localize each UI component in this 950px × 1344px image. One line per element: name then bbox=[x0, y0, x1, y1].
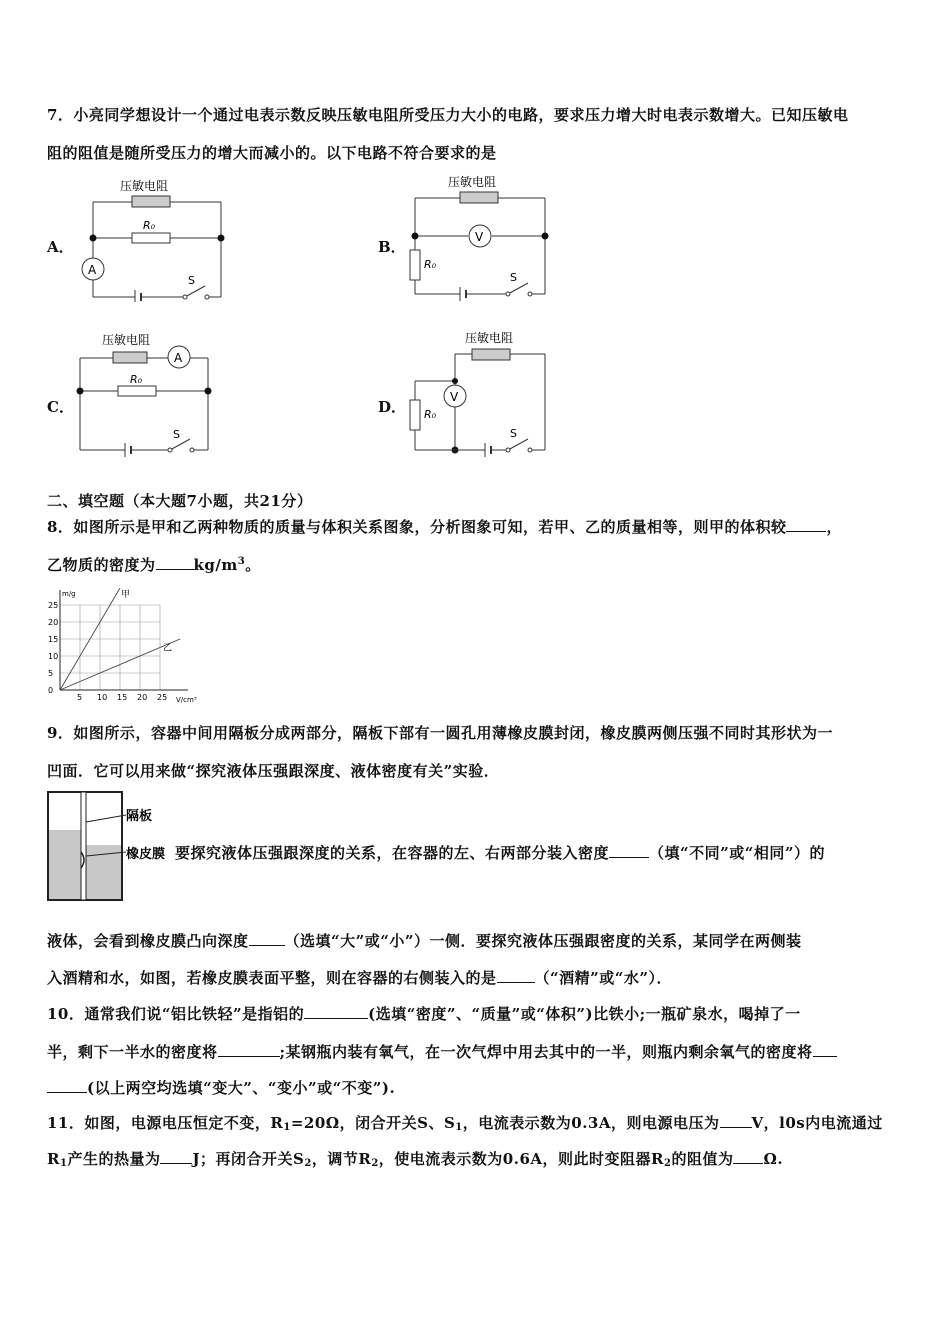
q7-line-1: 7．小亮同学想设计一个通过电表示数反映压敏电阻所受压力大小的电路，要求压力增大时电表示数增大。已知压敏电 bbox=[47, 106, 849, 124]
svg-text:R₀: R₀ bbox=[143, 219, 156, 232]
option-c-label: C． bbox=[47, 398, 74, 416]
q8-line-1: 8．如图所示是甲和乙两种物质的质量与体积关系图象，分析图象可知，若甲、乙的质量相等，则甲的体积较 ， bbox=[47, 518, 842, 536]
y-tick-label: 10 bbox=[48, 652, 59, 661]
q10-line-1: 10．通常我们说“铝比铁轻”是指铝的 (选填“密度”、“质量”或“体积”)比铁小;一瓶矿泉水，喝掉了一 bbox=[47, 1005, 801, 1023]
left-liquid bbox=[49, 830, 81, 899]
option-a-label: A． bbox=[47, 238, 74, 256]
series-label-1: 甲 bbox=[121, 590, 131, 600]
q9-line-4: 液体，会看到橡皮膜凸向深度 （选填“大”或“小”）一侧．要探究液体压强跟密度的关系，某同学在两侧装 bbox=[47, 932, 802, 950]
q11-line-2: $R_1$产生的热量为 J；再闭合开关$S_2$，调节$R_2$，使电流表示数为0.6A，则此时变阻器$R_2$的阻值为 Ω. bbox=[47, 1150, 784, 1169]
svg-text:橡皮膜: 橡皮膜 bbox=[126, 847, 166, 862]
mass-volume-chart bbox=[40, 588, 200, 712]
y-tick-label: 0 bbox=[48, 686, 54, 695]
q9-line-2: 凹面．它可以用来做“探究液体压强跟深度、液体密度有关”实验． bbox=[47, 762, 500, 780]
partition bbox=[81, 792, 86, 900]
circuit-d bbox=[400, 326, 560, 462]
circuit-c bbox=[70, 328, 230, 462]
section-heading: 二、填空题（本大题7小题，共21分） bbox=[47, 492, 313, 510]
q7-line-2: 阻的阻值是随所受压力的增大而减小的。以下电路不符合要求的是 bbox=[47, 144, 497, 162]
svg-text:A: A bbox=[88, 263, 97, 277]
q10-blank-3b[interactable] bbox=[47, 1078, 87, 1093]
pressure-sensor-resistor bbox=[460, 192, 498, 203]
resistor-r0 bbox=[410, 400, 420, 430]
switch-icon bbox=[508, 283, 528, 294]
y-axis-label: m/g bbox=[62, 590, 76, 598]
q11-blank-2[interactable] bbox=[160, 1149, 192, 1164]
q10-blank-2[interactable] bbox=[218, 1042, 280, 1057]
x-tick-label: 10 bbox=[97, 693, 108, 702]
circuit-b bbox=[400, 168, 560, 307]
x-tick-label: 5 bbox=[77, 693, 83, 702]
svg-text:A: A bbox=[174, 351, 183, 365]
svg-text:R₀: R₀ bbox=[130, 373, 143, 386]
container-figure bbox=[46, 790, 176, 906]
circuit-a bbox=[75, 172, 235, 306]
svg-text:R₀: R₀ bbox=[424, 258, 437, 271]
y-tick-label: 25 bbox=[48, 601, 59, 610]
pressure-sensor-resistor bbox=[472, 349, 510, 360]
svg-text:压敏电阻: 压敏电阻 bbox=[465, 331, 514, 345]
x-axis-label: V/cm³ bbox=[176, 696, 197, 704]
q9-line-5: 入酒精和水，如图，若橡皮膜表面平整，则在容器的右侧装入的是 （“酒精”或“水”）． bbox=[47, 969, 673, 987]
option-b-label: B． bbox=[378, 238, 406, 256]
option-d-label: D． bbox=[378, 398, 407, 416]
q11-line-1: 11．如图，电源电压恒定不变，$R_1=20\Omega$，闭合开关S、$S_1$，电流表示数为0.3A，则电源电压为 V，l0s内电流通过 bbox=[47, 1114, 883, 1133]
y-tick-label: 15 bbox=[48, 635, 59, 644]
y-tick-label: 5 bbox=[48, 669, 54, 678]
switch-icon bbox=[508, 439, 528, 450]
resistor-r0 bbox=[132, 233, 170, 243]
x-tick-label: 20 bbox=[137, 693, 148, 702]
svg-text:S: S bbox=[510, 271, 517, 284]
q9-blank-2[interactable] bbox=[249, 931, 285, 946]
series-label-2: 乙 bbox=[163, 643, 173, 654]
pressure-sensor-resistor bbox=[132, 196, 170, 207]
resistor-r0 bbox=[410, 250, 420, 280]
q8-blank-2[interactable] bbox=[156, 555, 194, 570]
svg-text:S: S bbox=[510, 427, 517, 440]
x-tick-label: 25 bbox=[157, 693, 168, 702]
q9-blank-3[interactable] bbox=[497, 968, 535, 983]
svg-text:压敏电阻: 压敏电阻 bbox=[448, 175, 497, 189]
q10-line-3: (以上两空均选填“变大”、“变小”或“不变”). bbox=[47, 1077, 395, 1098]
svg-text:R₀: R₀ bbox=[424, 408, 437, 421]
switch-icon bbox=[185, 286, 205, 297]
q10-blank-1[interactable] bbox=[304, 1004, 368, 1019]
resistor-r0 bbox=[118, 386, 156, 396]
q11-blank-3[interactable] bbox=[733, 1149, 763, 1164]
svg-text:V: V bbox=[475, 230, 484, 244]
svg-text:压敏电阻: 压敏电阻 bbox=[102, 333, 151, 347]
q10-line-2: 半，剩下一半水的密度将 ;某钢瓶内装有氧气，在一次气焊中用去其中的一半，则瓶内剩余氧气的密度将 bbox=[47, 1041, 837, 1062]
q9-blank-1[interactable] bbox=[609, 843, 649, 858]
q8-blank-1[interactable] bbox=[786, 517, 826, 532]
q9-line-3: 要探究液体压强跟深度的关系，在容器的左、右两部分装入密度 （填“不同”或“相同”）的 bbox=[175, 844, 826, 862]
y-tick-label: 20 bbox=[48, 618, 59, 627]
q8-line-2: 乙物质的密度为 $kg/m^3$。 bbox=[47, 556, 261, 574]
x-tick-label: 15 bbox=[117, 693, 128, 702]
q11-blank-1[interactable] bbox=[720, 1113, 752, 1128]
svg-text:S: S bbox=[188, 274, 195, 287]
pressure-sensor-resistor bbox=[113, 352, 147, 363]
svg-text:隔板: 隔板 bbox=[126, 809, 153, 824]
q9-line-1: 9．如图所示，容器中间用隔板分成两部分，隔板下部有一圆孔用薄橡皮膜封闭，橡皮膜两侧压强不同时其形状为一 bbox=[47, 724, 833, 742]
q10-blank-3a[interactable] bbox=[813, 1042, 837, 1057]
svg-text:S: S bbox=[173, 428, 180, 441]
svg-text:V: V bbox=[450, 390, 459, 404]
circuit-a-sensor-label: 压敏电阻 bbox=[120, 179, 169, 193]
